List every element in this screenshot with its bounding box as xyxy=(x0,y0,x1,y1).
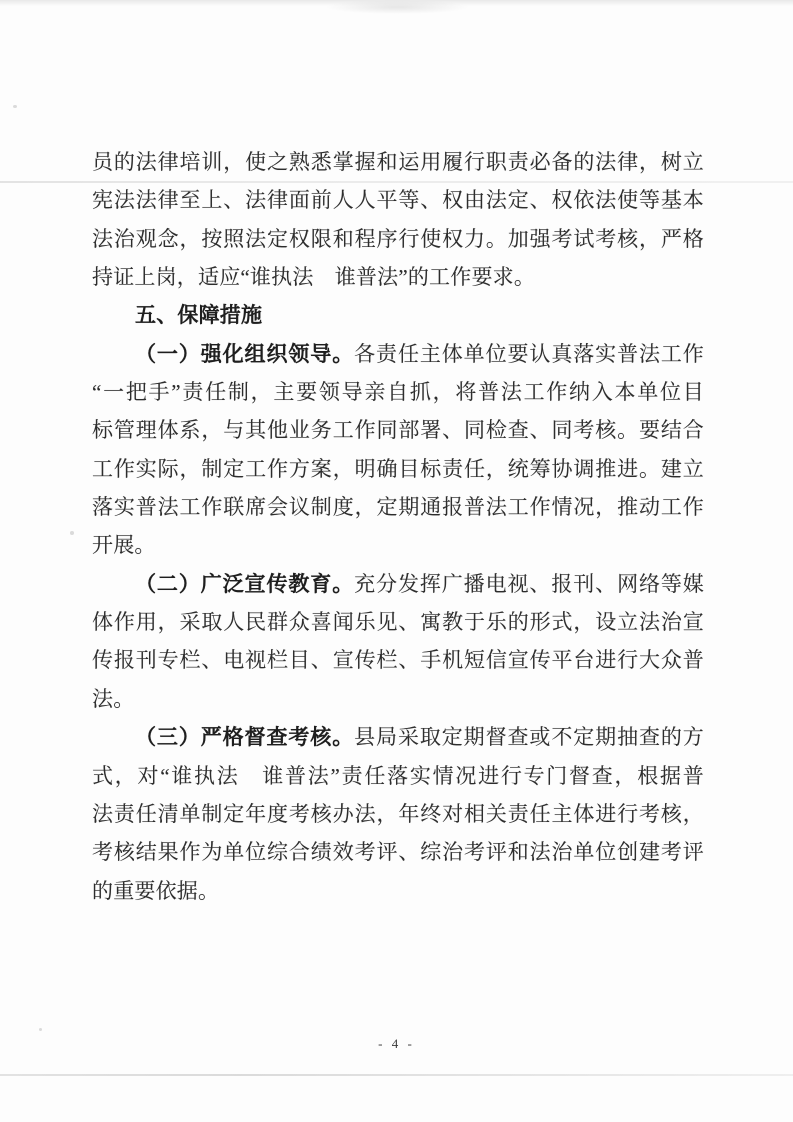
text-run: 式，对“谁执法 谁普法”责任落实情况进行专门督查，根据普 xyxy=(92,763,704,788)
body-line xyxy=(92,181,704,219)
text-run: 法。 xyxy=(92,686,135,711)
body-line xyxy=(92,680,704,718)
body-line xyxy=(92,258,704,296)
body-line xyxy=(92,143,704,181)
body-line xyxy=(92,565,704,603)
body-line xyxy=(92,641,704,679)
text-run: 员的法律培训，使之熟悉掌握和运用履行职责必备的法律，树立 xyxy=(92,150,704,174)
page-number: - 4 - xyxy=(378,1036,415,1051)
section-heading xyxy=(92,296,704,334)
text-run: 开展。 xyxy=(92,533,156,558)
body-line xyxy=(92,411,704,449)
bold-text-run: （一）强化组织领导。 xyxy=(135,341,355,366)
text-run: 法责任清单制定年度考核办法，年终对相关责任主体进行考核， xyxy=(92,801,704,826)
text-run: 持证上岗，适应“谁执法 谁普法”的工作要求。 xyxy=(92,265,536,290)
text-run: 的重要依据。 xyxy=(92,878,220,903)
scan-artifact-lower-line xyxy=(0,1074,793,1076)
body-line xyxy=(92,335,704,373)
bold-text-run: （三）严格督查考核。 xyxy=(135,725,355,750)
body-line xyxy=(92,526,704,564)
text-run: 法治观念，按照法定权限和程序行使权力。加强考试考核，严格 xyxy=(92,226,704,251)
body-line xyxy=(92,795,704,833)
scan-artifact-top-smudge xyxy=(325,0,470,14)
text-run: “一把手”责任制，主要领导亲自抓，将普法工作纳入本单位目 xyxy=(92,380,704,405)
body-line xyxy=(92,872,704,910)
text-run: 考核结果作为单位综合绩效考评、综治考评和法治单位创建考评 xyxy=(92,840,704,865)
body-line xyxy=(92,373,704,411)
text-run: 充分发挥广播电视、报刊、网络等媒 xyxy=(354,571,705,596)
body-line xyxy=(92,718,704,756)
text-run: 落实普法工作联席会议制度，定期通报普法工作情况，推动工作 xyxy=(92,495,704,520)
scan-artifact-speck xyxy=(70,531,74,535)
body-line xyxy=(92,757,704,795)
body-line xyxy=(92,220,704,258)
bold-text-run: 五、保障措施 xyxy=(135,303,263,328)
text-run: 工作实际，制定工作方案，明确目标责任，统筹协调推进。建立 xyxy=(92,456,704,481)
document-lines xyxy=(92,143,704,910)
text-run: 各责任主体单位要认真落实普法工作 xyxy=(354,341,705,366)
body-line xyxy=(92,488,704,526)
bold-text-run: （二）广泛宣传教育。 xyxy=(135,571,355,596)
body-line xyxy=(92,833,704,871)
text-run: 传报刊专栏、电视栏目、宣传栏、手机短信宣传平台进行大众普 xyxy=(92,648,704,673)
scan-artifact-speck xyxy=(13,105,17,108)
scan-artifact-speck xyxy=(39,1028,42,1031)
text-run: 体作用，采取人民群众喜闻乐见、寓教于乐的形式，设立法治宣 xyxy=(92,610,704,635)
text-run: 标管理体系，与其他业务工作同部署、同检查、同考核。要结合 xyxy=(92,418,704,443)
body-line xyxy=(92,450,704,488)
body-line xyxy=(92,603,704,641)
text-run: 县局采取定期督查或不定期抽查的方 xyxy=(354,725,705,750)
text-run: 宪法法律至上、法律面前人人平等、权由法定、权依法使等基本 xyxy=(92,188,704,213)
